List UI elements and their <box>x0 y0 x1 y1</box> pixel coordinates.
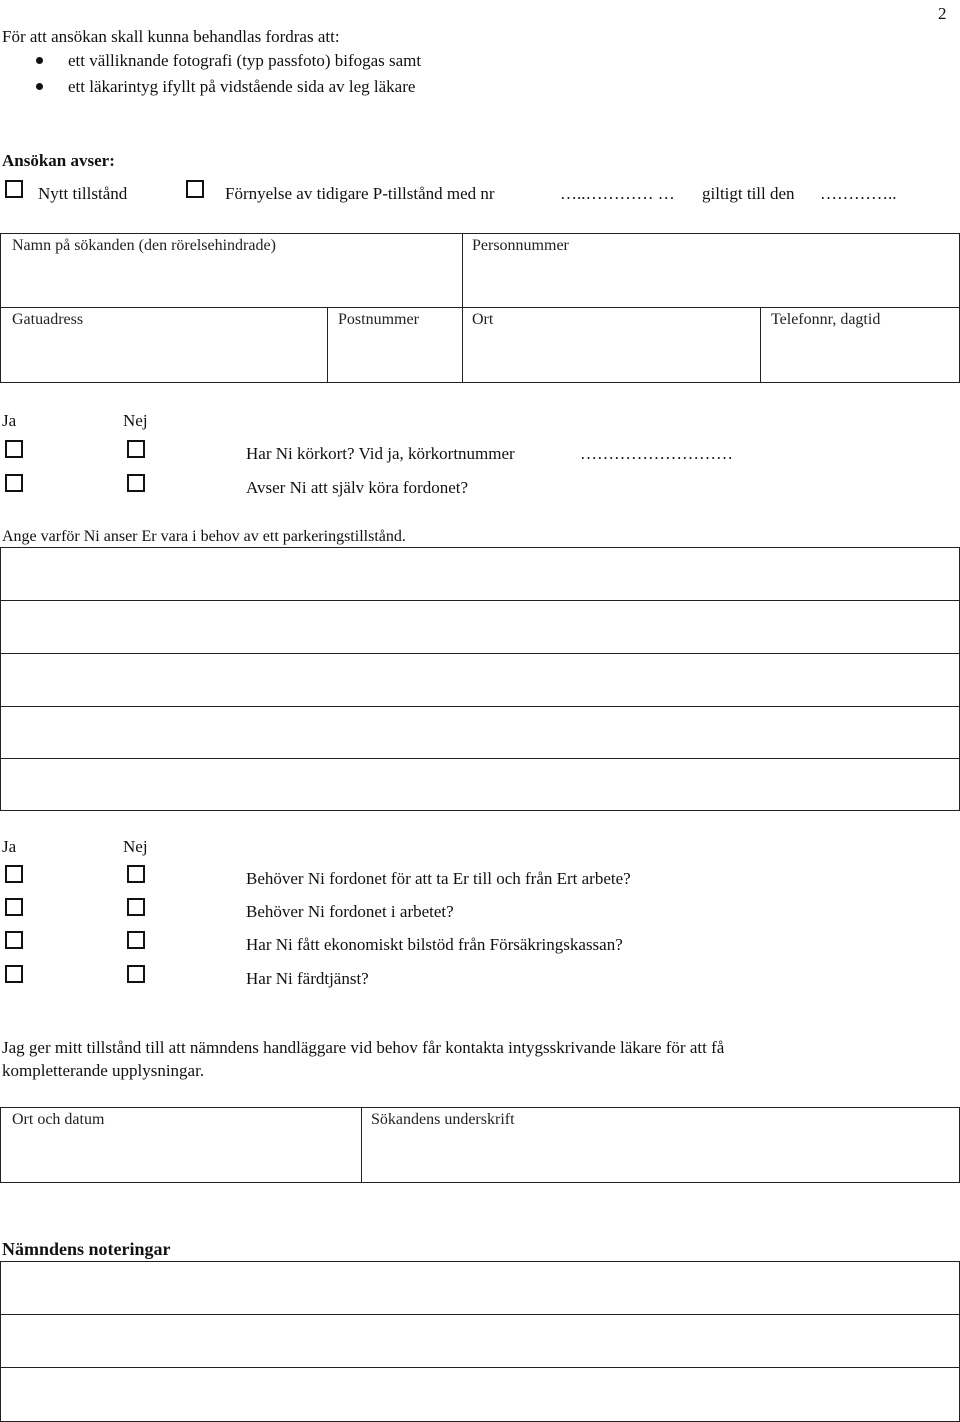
postnummer-label: Postnummer <box>338 311 419 328</box>
work-commute-yes-checkbox[interactable] <box>5 865 23 883</box>
consent-text-line: Jag ger mitt tillstånd till att nämndens handläggare vid behov får kontakta intygsskrivande läkare för att få <box>2 1038 725 1057</box>
car-support-no-checkbox[interactable] <box>127 931 145 949</box>
signature-label: Sökandens underskrift <box>371 1111 515 1128</box>
intro-bullet-item: ett välliknande fotografi (typ passfoto) bifogas samt <box>68 51 422 70</box>
vehicle-question: Behöver Ni fordonet i arbetet? <box>246 902 454 921</box>
postnummer-field[interactable] <box>328 330 461 382</box>
drive-self-question: Avser Ni att själv köra fordonet? <box>246 478 469 497</box>
new-permit-checkbox[interactable] <box>5 180 23 198</box>
intro-heading: För att ansökan skall kunna behandlas fordras att: <box>2 27 340 46</box>
intro-bullet-item: ett läkarintyg ifyllt på vidstående sida av leg läkare <box>68 77 416 96</box>
consent-text-line: kompletterande upplysningar. <box>2 1061 205 1080</box>
yes-column-header: Ja <box>2 837 17 856</box>
phone-label: Telefonnr, dagtid <box>771 311 881 328</box>
vehicle-at-work-no-checkbox[interactable] <box>127 898 145 916</box>
reason-text-field[interactable] <box>1 548 959 810</box>
notes-title: Nämndens noteringar <box>2 1239 171 1259</box>
license-number-field[interactable]: ……………………… <box>580 444 733 463</box>
renewal-checkbox[interactable] <box>186 180 204 198</box>
no-column-header: Nej <box>123 837 148 856</box>
street-address-field[interactable] <box>1 330 326 382</box>
bullet-icon <box>36 57 43 64</box>
vehicle-at-work-yes-checkbox[interactable] <box>5 898 23 916</box>
renewal-number-field[interactable]: …..………… … <box>560 184 675 203</box>
notes-text-field[interactable] <box>1 1262 959 1421</box>
transport-service-yes-checkbox[interactable] <box>5 965 23 983</box>
table-divider <box>0 307 960 308</box>
car-support-yes-checkbox[interactable] <box>5 931 23 949</box>
personnummer-field[interactable] <box>463 256 959 306</box>
license-no-checkbox[interactable] <box>127 440 145 458</box>
license-yes-checkbox[interactable] <box>5 440 23 458</box>
vehicle-question: Behöver Ni fordonet för att ta Er till och från Ert arbete? <box>246 869 631 888</box>
license-question: Har Ni körkort? Vid ja, körkortnummer <box>246 444 515 463</box>
bullet-icon <box>36 83 43 90</box>
new-permit-label: Nytt tillstånd <box>38 184 128 203</box>
applicant-name-field[interactable] <box>1 256 461 306</box>
application-title: Ansökan avser: <box>2 151 115 170</box>
applicant-name-label: Namn på sökanden (den rörelsehindrade) <box>12 237 276 254</box>
work-commute-no-checkbox[interactable] <box>127 865 145 883</box>
reason-label: Ange varför Ni anser Er vara i behov av ett parkeringstillstånd. <box>2 528 406 545</box>
place-date-label: Ort och datum <box>12 1111 105 1128</box>
drive-self-no-checkbox[interactable] <box>127 474 145 492</box>
valid-until-label: giltigt till den <box>702 184 795 203</box>
renewal-label: Förnyelse av tidigare P-tillstånd med nr <box>225 184 495 203</box>
ort-label: Ort <box>472 311 494 328</box>
yes-column-header: Ja <box>2 411 17 430</box>
signature-field[interactable] <box>362 1130 959 1182</box>
ort-field[interactable] <box>463 330 759 382</box>
place-date-field[interactable] <box>1 1130 360 1182</box>
page-number: 2 <box>938 4 947 23</box>
vehicle-question: Har Ni fått ekonomiskt bilstöd från Försäkringskassan? <box>246 935 623 954</box>
phone-field[interactable] <box>761 330 959 382</box>
personnummer-label: Personnummer <box>472 237 569 254</box>
transport-service-no-checkbox[interactable] <box>127 965 145 983</box>
no-column-header: Nej <box>123 411 148 430</box>
valid-until-field[interactable]: ………….. <box>820 184 897 203</box>
vehicle-question: Har Ni färdtjänst? <box>246 969 369 988</box>
drive-self-yes-checkbox[interactable] <box>5 474 23 492</box>
street-address-label: Gatuadress <box>12 311 84 328</box>
